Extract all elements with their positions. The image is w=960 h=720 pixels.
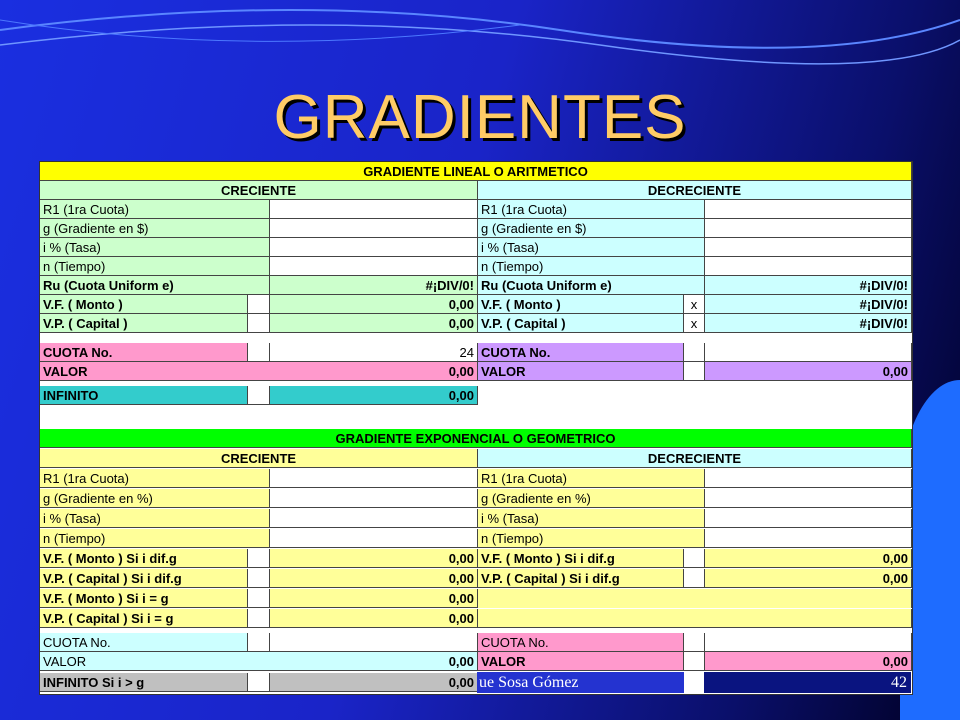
exp-infinito-flag[interactable] bbox=[248, 673, 270, 692]
lineal-dec-valor-label: VALOR bbox=[478, 362, 684, 381]
exp-vp-eq-flag[interactable] bbox=[248, 609, 270, 628]
exp-dec-vf-dif-value: 0,00 bbox=[705, 549, 912, 568]
exp-vp-dif-row bbox=[40, 569, 912, 588]
lineal-r1-row bbox=[40, 200, 912, 219]
exp-dec-cuota-flag[interactable] bbox=[684, 633, 705, 652]
lineal-vp-flag[interactable] bbox=[248, 314, 270, 333]
exp-vp-eq-row bbox=[40, 609, 912, 628]
exp-valor-value: 0,00 bbox=[270, 652, 478, 671]
exp-valor-label: VALOR bbox=[40, 652, 270, 671]
exp-creciente-label: CRECIENTE bbox=[40, 449, 478, 468]
lineal-dec-cuota-label: CUOTA No. bbox=[478, 343, 684, 362]
lineal-valor-label: VALOR bbox=[40, 362, 270, 381]
exp-decreciente-label: DECRECIENTE bbox=[478, 449, 912, 468]
exp-dec-empty-block-2 bbox=[478, 609, 912, 628]
exp-vf-dif-flag[interactable] bbox=[248, 549, 270, 568]
lineal-infinito-label: INFINITO bbox=[40, 386, 248, 405]
exp-dec-valor-value: 0,00 bbox=[705, 652, 912, 671]
lineal-infinito-row bbox=[40, 386, 478, 405]
exp-r1-input[interactable] bbox=[270, 469, 478, 488]
exp-cuota-flag[interactable] bbox=[248, 633, 270, 652]
lineal-dec-i-label: i % (Tasa) bbox=[478, 238, 705, 257]
exp-i-row bbox=[40, 509, 912, 528]
lineal-dec-valor-value: 0,00 bbox=[705, 362, 912, 381]
exp-dec-g-input[interactable] bbox=[705, 489, 912, 508]
lineal-n-label: n (Tiempo) bbox=[40, 257, 270, 276]
lineal-vf-row bbox=[40, 295, 912, 314]
lineal-dec-r1-label: R1 (1ra Cuota) bbox=[478, 200, 705, 219]
lineal-cuota-label: CUOTA No. bbox=[40, 343, 248, 362]
lineal-dec-vp-value: #¡DIV/0! bbox=[705, 314, 912, 333]
lineal-ru-value: #¡DIV/0! bbox=[270, 276, 478, 295]
exp-header: GRADIENTE EXPONENCIAL O GEOMETRICO bbox=[40, 429, 912, 448]
exp-vf-dif-row bbox=[40, 549, 912, 568]
exp-infinito-label: INFINITO Si i > g bbox=[40, 673, 248, 692]
exp-dec-cuota-label: CUOTA No. bbox=[478, 633, 684, 652]
exp-dec-r1-label: R1 (1ra Cuota) bbox=[478, 469, 705, 488]
lineal-dec-vp-label: V.P. ( Capital ) bbox=[478, 314, 684, 333]
exp-dec-n-label: n (Tiempo) bbox=[478, 529, 705, 548]
exp-vf-eq-value: 0,00 bbox=[270, 589, 478, 608]
lineal-dec-n-input[interactable] bbox=[705, 257, 912, 276]
lineal-g-input[interactable] bbox=[270, 219, 478, 238]
lineal-i-row bbox=[40, 238, 912, 257]
exp-vf-dif-value: 0,00 bbox=[270, 549, 478, 568]
lineal-vf-label: V.F. ( Monto ) bbox=[40, 295, 248, 314]
exp-vp-eq-value: 0,00 bbox=[270, 609, 478, 628]
lineal-dec-i-input[interactable] bbox=[705, 238, 912, 257]
lineal-dec-g-input[interactable] bbox=[705, 219, 912, 238]
page-number: 42 bbox=[704, 672, 911, 693]
lineal-ru-label: Ru (Cuota Uniform e) bbox=[40, 276, 270, 295]
exp-dec-cuota-input[interactable] bbox=[705, 633, 912, 652]
lineal-infinito-flag[interactable] bbox=[248, 386, 270, 405]
lineal-n-row bbox=[40, 257, 912, 276]
lineal-vp-row bbox=[40, 314, 912, 333]
lineal-r1-label: R1 (1ra Cuota) bbox=[40, 200, 270, 219]
lineal-vp-value: 0,00 bbox=[270, 314, 478, 333]
lineal-r1-input[interactable] bbox=[270, 200, 478, 219]
exp-infinito-value: 0,00 bbox=[270, 673, 478, 692]
exp-subheader-row bbox=[40, 449, 912, 468]
exp-dec-r1-input[interactable] bbox=[705, 469, 912, 488]
spreadsheet bbox=[39, 161, 913, 695]
exp-dec-vf-dif-flag[interactable] bbox=[684, 549, 705, 568]
footer-gap bbox=[684, 672, 704, 693]
lineal-valor-row bbox=[40, 362, 912, 381]
exp-infinito-row bbox=[40, 673, 478, 692]
exp-vf-eq-row bbox=[40, 589, 912, 608]
exp-cuota-row bbox=[40, 633, 912, 652]
slide-title: GRADIENTES bbox=[273, 83, 687, 152]
lineal-dec-vf-value: #¡DIV/0! bbox=[705, 295, 912, 314]
exp-dec-vf-dif-label: V.F. ( Monto ) Si i dif.g bbox=[478, 549, 684, 568]
exp-i-input[interactable] bbox=[270, 509, 478, 528]
slide-footer bbox=[477, 672, 911, 693]
lineal-i-label: i % (Tasa) bbox=[40, 238, 270, 257]
exp-n-input[interactable] bbox=[270, 529, 478, 548]
lineal-header: GRADIENTE LINEAL O ARITMETICO bbox=[40, 162, 912, 181]
exp-vf-eq-label: V.F. ( Monto ) Si i = g bbox=[40, 589, 248, 608]
exp-vp-dif-value: 0,00 bbox=[270, 569, 478, 588]
lineal-header-row bbox=[40, 162, 912, 181]
exp-dec-empty-block bbox=[478, 589, 912, 608]
lineal-infinito-value: 0,00 bbox=[270, 386, 478, 405]
exp-vf-dif-label: V.F. ( Monto ) Si i dif.g bbox=[40, 549, 248, 568]
lineal-ru-row bbox=[40, 276, 912, 295]
lineal-vf-flag[interactable] bbox=[248, 295, 270, 314]
lineal-dec-cuota-input[interactable] bbox=[705, 343, 912, 362]
lineal-dec-n-label: n (Tiempo) bbox=[478, 257, 705, 276]
exp-n-label: n (Tiempo) bbox=[40, 529, 270, 548]
exp-cuota-label: CUOTA No. bbox=[40, 633, 248, 652]
lineal-dec-vf-label: V.F. ( Monto ) bbox=[478, 295, 684, 314]
lineal-g-row bbox=[40, 219, 912, 238]
lineal-n-input[interactable] bbox=[270, 257, 478, 276]
lineal-valor-value: 0,00 bbox=[270, 362, 478, 381]
lineal-g-label: g (Gradiente en $) bbox=[40, 219, 270, 238]
exp-dec-valor-label: VALOR bbox=[478, 652, 684, 671]
lineal-dec-vf-flag[interactable]: x bbox=[684, 295, 705, 314]
exp-dec-i-label: i % (Tasa) bbox=[478, 509, 705, 528]
exp-g-label: g (Gradiente en %) bbox=[40, 489, 270, 508]
exp-i-label: i % (Tasa) bbox=[40, 509, 270, 528]
footer-author: ue Sosa Gómez bbox=[477, 672, 684, 693]
exp-dec-vp-dif-value: 0,00 bbox=[705, 569, 912, 588]
lineal-vp-label: V.P. ( Capital ) bbox=[40, 314, 248, 333]
lineal-decreciente-label: DECRECIENTE bbox=[478, 181, 912, 200]
lineal-dec-cuota-flag[interactable] bbox=[684, 343, 705, 362]
exp-vf-eq-flag[interactable] bbox=[248, 589, 270, 608]
lineal-dec-valor-flag[interactable] bbox=[684, 362, 705, 381]
exp-r1-label: R1 (1ra Cuota) bbox=[40, 469, 270, 488]
exp-r1-row bbox=[40, 469, 912, 488]
exp-n-row bbox=[40, 529, 912, 548]
exp-g-row bbox=[40, 489, 912, 508]
lineal-dec-ru-label: Ru (Cuota Uniform e) bbox=[478, 276, 705, 295]
lineal-cuota-flag[interactable] bbox=[248, 343, 270, 362]
lineal-subheader-row bbox=[40, 181, 912, 200]
exp-cuota-input[interactable] bbox=[270, 633, 478, 652]
exp-dec-i-input[interactable] bbox=[705, 509, 912, 528]
lineal-cuota-row bbox=[40, 343, 912, 362]
exp-dec-g-label: g (Gradiente en %) bbox=[478, 489, 705, 508]
lineal-dec-vp-flag[interactable]: x bbox=[684, 314, 705, 333]
lineal-dec-r1-input[interactable] bbox=[705, 200, 912, 219]
exp-vp-dif-label: V.P. ( Capital ) Si i dif.g bbox=[40, 569, 248, 588]
exp-valor-row bbox=[40, 652, 912, 671]
lineal-dec-ru-value: #¡DIV/0! bbox=[705, 276, 912, 295]
lineal-cuota-input[interactable]: 24 bbox=[270, 343, 478, 362]
lineal-vf-value: 0,00 bbox=[270, 295, 478, 314]
lineal-i-input[interactable] bbox=[270, 238, 478, 257]
lineal-dec-g-label: g (Gradiente en $) bbox=[478, 219, 705, 238]
exp-g-input[interactable] bbox=[270, 489, 478, 508]
exp-dec-n-input[interactable] bbox=[705, 529, 912, 548]
exp-dec-vp-dif-flag[interactable] bbox=[684, 569, 705, 588]
exp-vp-eq-label: V.P. ( Capital ) Si i = g bbox=[40, 609, 248, 628]
exp-dec-vp-dif-label: V.P. ( Capital ) Si i dif.g bbox=[478, 569, 684, 588]
exp-dec-valor-flag[interactable] bbox=[684, 652, 705, 671]
exp-vp-dif-flag[interactable] bbox=[248, 569, 270, 588]
exp-header-row bbox=[40, 429, 912, 448]
lineal-creciente-label: CRECIENTE bbox=[40, 181, 478, 200]
